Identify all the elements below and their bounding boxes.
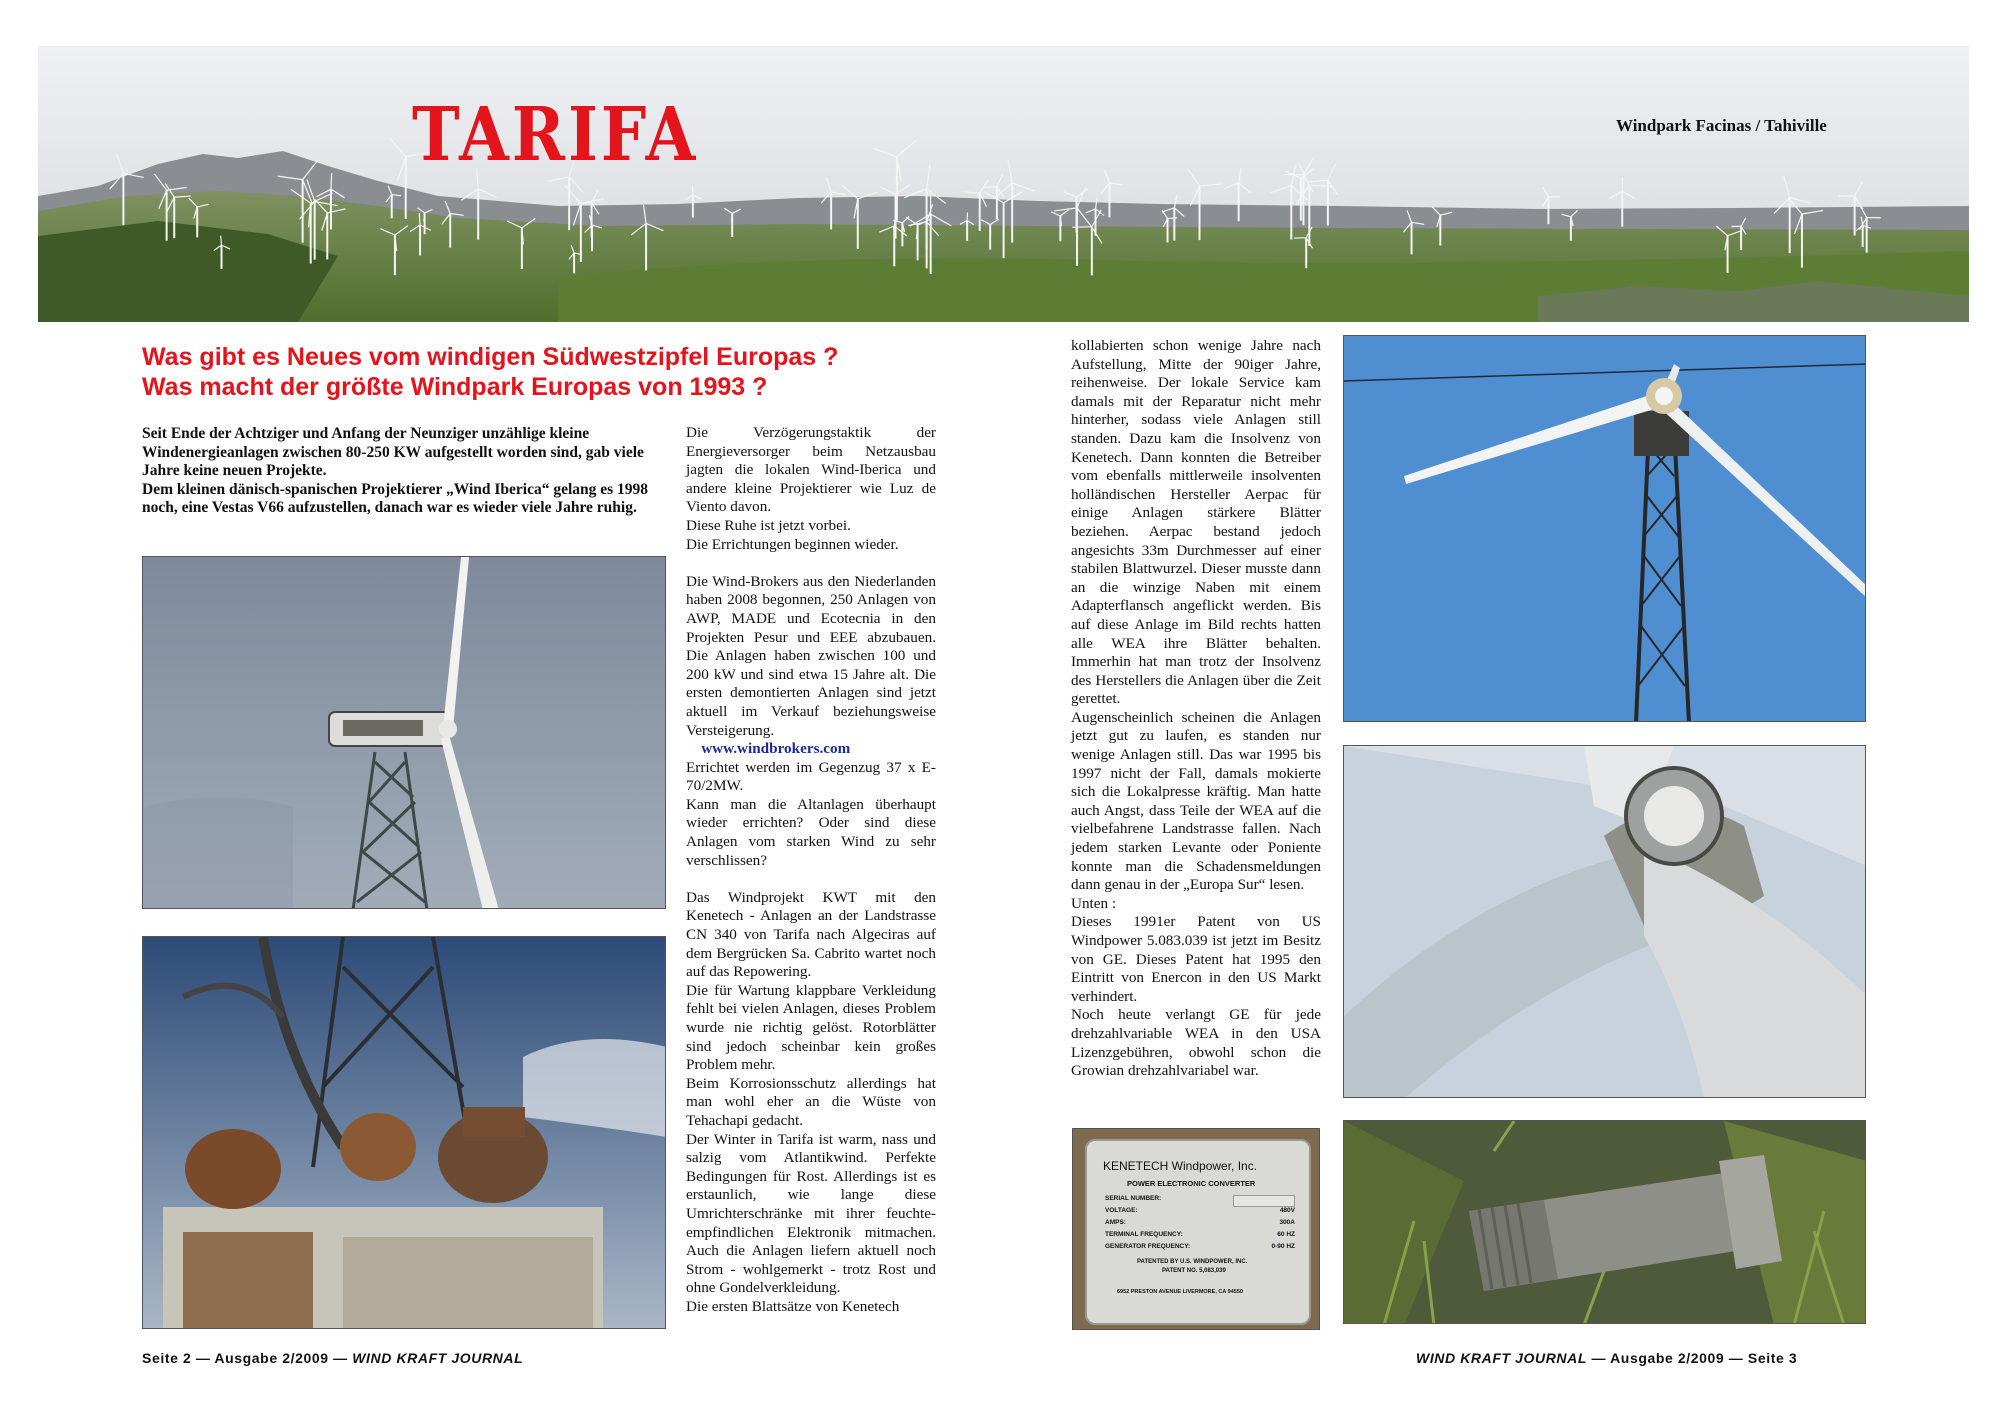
- paragraph: Das Windprojekt KWT mit den Kenetech - Anlagen an der Landstrasse CN 340 von Tarifa nach Algeciras auf dem Bergrücken Sa. Cabrito wartet noch auf das Repowering.: [686, 888, 936, 981]
- turbine-photo: [142, 556, 666, 909]
- plate-row: [1105, 1195, 1295, 1207]
- panorama-banner: [38, 46, 1969, 322]
- turbine-blade: [419, 213, 420, 225]
- paragraph: Unten :: [1071, 894, 1117, 912]
- paragraph: Die Errichtungen beginnen wieder.: [686, 535, 899, 553]
- plate-label: TERMINAL FREQUENCY:: [1105, 1231, 1183, 1238]
- plate-row: [1105, 1207, 1295, 1219]
- footer-page-info: — Ausgabe 2/2009 — Seite 3: [1591, 1350, 1798, 1366]
- footer-magazine-name: WIND KRAFT JOURNAL: [1416, 1350, 1588, 1366]
- paragraph: Diese Ruhe ist jetzt vorbei.: [686, 516, 851, 534]
- paragraph: Kann man die Altanlagen überhaupt wieder errichten? Oder sind diese Anlagen vom starken Wind zu sehr verschlissen?: [686, 795, 936, 869]
- plate-value: 300A: [1279, 1219, 1295, 1226]
- plate-value: 60 HZ: [1277, 1231, 1295, 1238]
- paragraph: Augenscheinlich scheinen die Anlagen jetzt gut zu laufen, es standen nur wenige Anlagen still. Das war 1995 bis 1997 nicht der Fall, damals mokierte sich die Lokalpresse kräftig. Man hatte auch Angst, dass Teile der WEA auf die vielbefahrene Landstrasse fallen. Nach jedem starken Levante oder Poniente konnte man die Schadensmeldungen dann genau in der „Europa Sur“ lesen.: [1071, 708, 1321, 894]
- paragraph: [686, 573, 936, 759]
- headline-line-1: Was gibt es Neues vom windigen Südwestzipfel Europas ?: [142, 343, 839, 371]
- intro-text: [142, 425, 662, 518]
- plate-label: GENERATOR FREQUENCY:: [1105, 1243, 1191, 1250]
- column-right-text: [1071, 337, 1321, 1081]
- paragraph: Der Winter in Tarifa ist warm, nass und salzig vom Atlantikwind. Perfekte Bedingungen für Rost. Allerdings ist es erstaunlich, wie lange diese Umrichterschränke mit ihrer feuchte-empfindlichen Elektronik mitmachen. Auch die Anlagen liefern aktuell noch Strom - wohlgemerkt - trotz Rost und ohne Gondelverkleidung.: [686, 1130, 936, 1297]
- windbrokers-link[interactable]: www.windbrokers.com: [701, 740, 851, 758]
- plate-value: 480V: [1279, 1207, 1295, 1214]
- plate-label: VOLTAGE:: [1105, 1207, 1138, 1214]
- turbine-blade: [331, 173, 332, 189]
- plate-row: [1105, 1231, 1295, 1243]
- banner-title: TARIFA: [412, 92, 699, 179]
- plate-label: AMPS:: [1105, 1219, 1126, 1226]
- rusty-converter-photo: [142, 936, 666, 1329]
- plate-patent-1: PATENTED BY U.S. WINDPOWER, INC.: [1137, 1259, 1248, 1265]
- intro-paragraph: Seit Ende der Achtziger und Anfang der Neunziger unzählige kleine Windenergieanlagen zwischen 80-250 KW aufgestellt worden sind, gab viele Jahre keine neuen Projekte.: [142, 425, 644, 479]
- nameplate: [1085, 1139, 1311, 1325]
- plate-address: 6952 PRESTON AVENUE LIVERMORE, CA 94550: [1117, 1289, 1243, 1295]
- column-middle-text: [686, 424, 936, 1317]
- plate-label: SERIAL NUMBER:: [1105, 1195, 1162, 1202]
- plate-product: POWER ELECTRONIC CONVERTER: [1127, 1179, 1256, 1188]
- headline-line-2: Was macht der größte Windpark Europas von 1993 ?: [142, 373, 768, 401]
- plate-row: [1105, 1219, 1295, 1231]
- banner-caption: Windpark Facinas / Tahiville: [1616, 116, 1827, 135]
- hub-closeup-photo: [1343, 745, 1866, 1098]
- turbine-blade: [732, 213, 733, 222]
- paragraph: Noch heute verlangt GE für jede drehzahlvariable WEA in den USA Lizenzgebühren, obwohl schon die Growian drehzahlvariabel war.: [1071, 1006, 1321, 1080]
- nameplate-photo: [1072, 1128, 1320, 1330]
- paragraph: kollabierten schon wenige Jahre nach Aufstellung, Mitte der 90iger Jahre, reihenweise. Der lokale Service kam damals mit der Reparatur nicht mehr hinterher, sodass viele Anlagen still standen. Dazu kam die Insolvenz von Kenetech. Dann konnten die Betreiber vom ebenfalls mittlerweile insolventen holländischen Hersteller Aerpac für einige Anlagen stärkere Blätter beziehen. Aerpac bestand jedoch angesichts 33m Durchmesser auf einer stabilen Blattwurzel. Dieser musste dann an die winzige Naben mit einem Adapterflansch angeflickt werden. Bis auf diese Anlage im Bild rechts hatten alle WEA ihre Blätter behalten. Immerhin hat man trotz der Insolvenz des Herstellers die Anlagen über die Zeit gerettet.: [1071, 337, 1321, 708]
- plate-row: [1105, 1243, 1295, 1255]
- paragraph: Die ersten Blattsätze von Kenetech: [686, 1297, 900, 1315]
- paragraph: Die für Wartung klappbare Verkleidung fehlt bei vielen Anlagen, dieses Problem wurde nie richtig gelöst. Rotorblätter sind jedoch scheinbar kein großes Problem mehr.: [686, 981, 936, 1074]
- turbine-blade: [1168, 218, 1178, 219]
- turbine-blade: [578, 203, 592, 204]
- windpark-panorama-image: [38, 46, 1969, 322]
- footer-left: [142, 1350, 523, 1366]
- footer-page-info: Seite 2 — Ausgabe 2/2009 —: [142, 1350, 348, 1366]
- paragraph: Dieses 1991er Patent von US Windpower 5.083.039 ist jetzt im Besitz von GE. Dieses Patent hat 1995 den Eintritt von Enercon in den US Markt verhindert.: [1071, 913, 1321, 1005]
- plate-brand: KENETECH Windpower, Inc.: [1103, 1159, 1258, 1173]
- paragraph: Beim Korrosionsschutz allerdings hat man wohl eher an die Wüste von Tehachapi gedacht.: [686, 1074, 936, 1129]
- bolt-photo: [1343, 1120, 1866, 1324]
- footer-magazine-name: WIND KRAFT JOURNAL: [352, 1350, 524, 1366]
- paragraph-text: Die Wind-Brokers aus den Niederlanden haben 2008 begonnen, 250 Anlagen von AWP, MADE und Ecotecnia in den Projekten Pesur und EEE abzubauen. Die Anlagen haben zwischen 100 und 200 kW und sind etwa 15 Jahre alt. Die ersten demontierten Anlagen sind jetzt aktuell im Verkauf beziehungsweise Versteigerung.: [686, 572, 936, 739]
- paragraph: Die Verzögerungstaktik der Energieversorger beim Netzausbau jagten die lokalen Wind-Iberica und andere kleine Projektierer wie Luz de Viento davon.: [686, 424, 936, 516]
- intro-paragraph: Dem kleinen dänisch-spanischen Projektierer „Wind Iberica“ gelang es 1998 noch, eine Vestas V66 aufzustellen, danach war es wieder viele Jahre ruhig.: [142, 480, 649, 516]
- footer-right: [1416, 1350, 1797, 1366]
- plate-value: [1233, 1195, 1295, 1207]
- plate-rows: [1105, 1195, 1295, 1255]
- tower-photo: [1343, 335, 1866, 722]
- plate-value: 0-90 HZ: [1271, 1243, 1295, 1250]
- paragraph: Errichtet werden im Gegenzug 37 x E-70/2MW.: [686, 758, 936, 795]
- plate-patent-2: PATENT NO. 5,083,039: [1162, 1268, 1226, 1274]
